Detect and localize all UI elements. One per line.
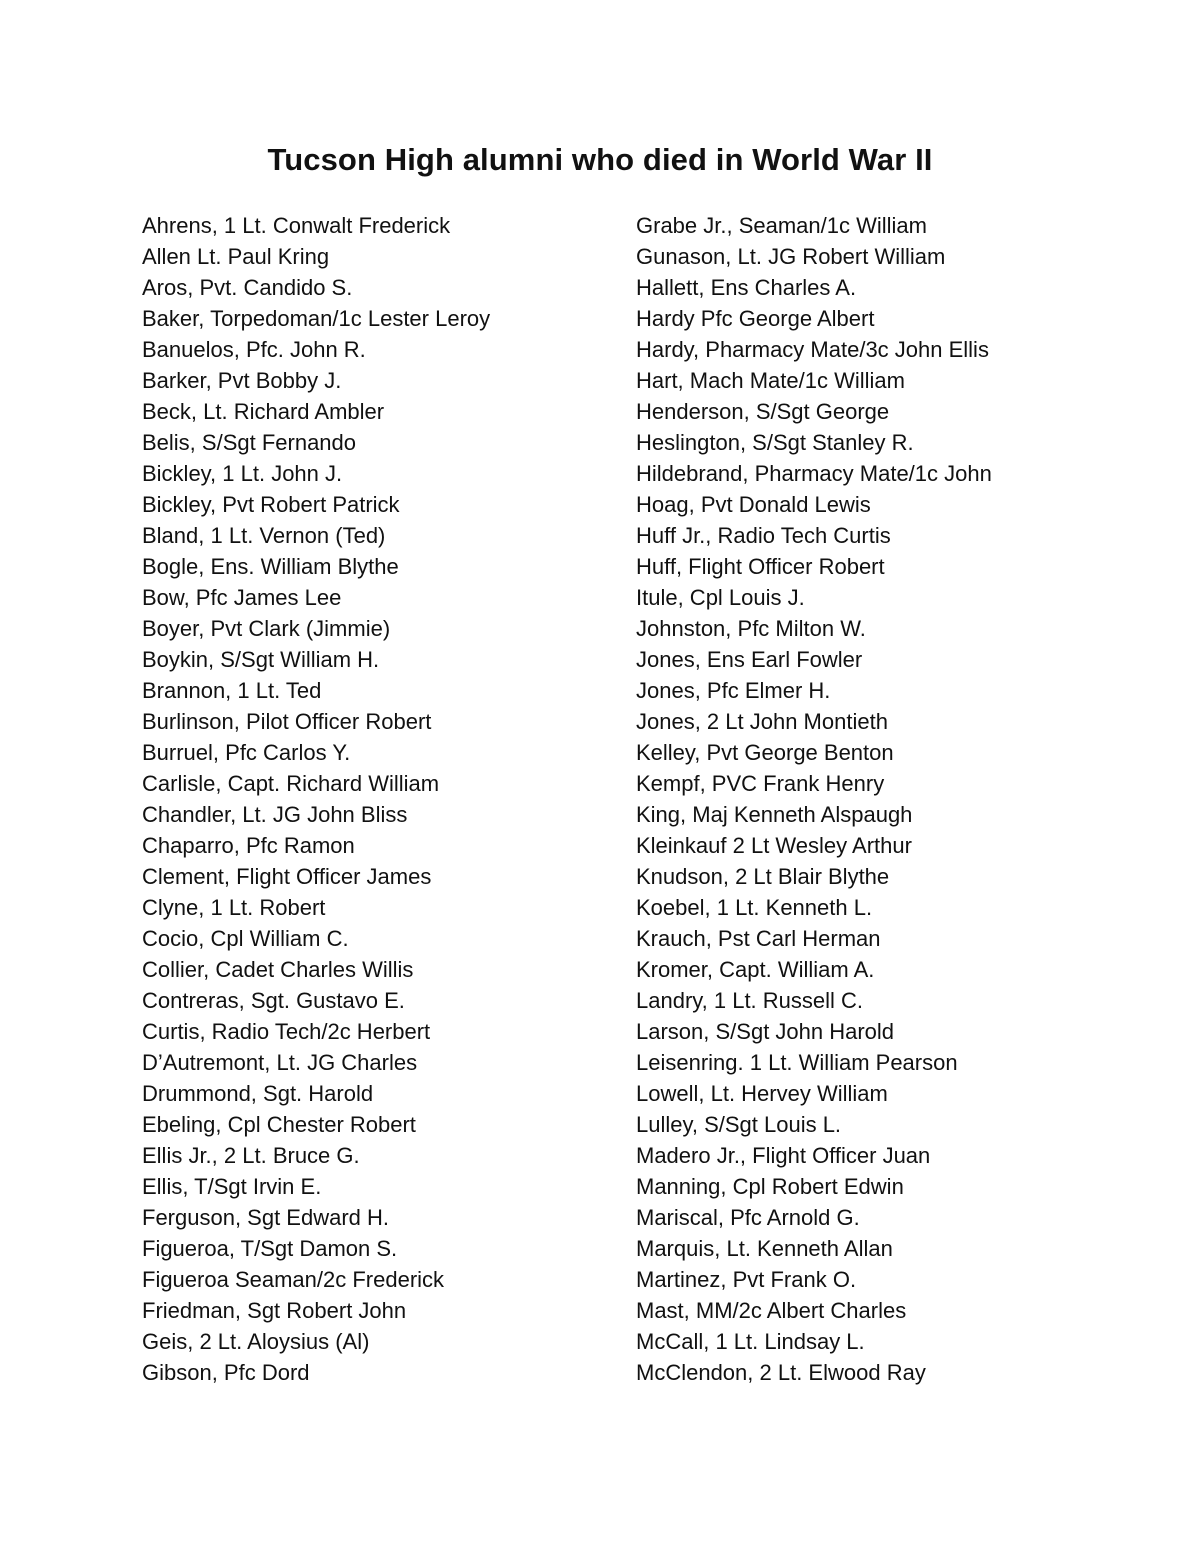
page-title: Tucson High alumni who died in World War II (267, 142, 933, 177)
name-entry: Allen Lt. Paul Kring (142, 244, 330, 269)
name-entry: Cocio, Cpl William C. (142, 926, 349, 951)
name-entry: Larson, S/Sgt John Harold (636, 1019, 895, 1044)
name-entry: Jones, 2 Lt John Montieth (636, 709, 888, 734)
name-entry: Geis, 2 Lt. Aloysius (Al) (142, 1329, 370, 1354)
name-entry: Grabe Jr., Seaman/1c William (636, 213, 927, 238)
name-entry: Beck, Lt. Richard Ambler (142, 399, 385, 424)
name-entry: Jones, Ens Earl Fowler (636, 647, 863, 672)
name-entry: Brannon, 1 Lt. Ted (142, 678, 322, 703)
name-entry: Figueroa, T/Sgt Damon S. (142, 1236, 398, 1261)
name-entry: Friedman, Sgt Robert John (142, 1298, 407, 1323)
name-entry: Ferguson, Sgt Edward H. (142, 1205, 390, 1230)
name-entry: Mast, MM/2c Albert Charles (636, 1298, 907, 1323)
name-entry: Huff, Flight Officer Robert (636, 554, 885, 579)
name-entry: Bland, 1 Lt. Vernon (Ted) (142, 523, 386, 548)
name-entry: Kleinkauf 2 Lt Wesley Arthur (636, 833, 912, 858)
name-entry: Manning, Cpl Robert Edwin (636, 1174, 904, 1199)
name-entry: Boykin, S/Sgt William H. (142, 647, 380, 672)
name-entry: Ahrens, 1 Lt. Conwalt Frederick (142, 213, 451, 238)
name-entry: Carlisle, Capt. Richard William (142, 771, 440, 796)
name-entry: Landry, 1 Lt. Russell C. (636, 988, 864, 1013)
name-entry: Bickley, Pvt Robert Patrick (142, 492, 400, 517)
name-entry: Barker, Pvt Bobby J. (142, 368, 342, 393)
name-entry: Bogle, Ens. William Blythe (142, 554, 399, 579)
name-entry: Henderson, S/Sgt George (636, 399, 890, 424)
name-entry: Gibson, Pfc Dord (142, 1360, 310, 1385)
name-entry: McCall, 1 Lt. Lindsay L. (636, 1329, 865, 1354)
name-entry: Jones, Pfc Elmer H. (636, 678, 831, 703)
name-entry: Figueroa Seaman/2c Frederick (142, 1267, 445, 1292)
left-name-column (142, 210, 490, 1388)
name-entry: Madero Jr., Flight Officer Juan (636, 1143, 931, 1168)
name-entry: Johnston, Pfc Milton W. (636, 616, 866, 641)
name-entry: Hardy Pfc George Albert (636, 306, 875, 331)
name-entry: Lulley, S/Sgt Louis L. (636, 1112, 842, 1137)
name-entry: Hildebrand, Pharmacy Mate/1c John (636, 461, 992, 486)
name-entry: Burlinson, Pilot Officer Robert (142, 709, 432, 734)
name-entry: Boyer, Pvt Clark (Jimmie) (142, 616, 391, 641)
name-entry: King, Maj Kenneth Alspaugh (636, 802, 913, 827)
name-entry: Contreras, Sgt. Gustavo E. (142, 988, 405, 1013)
name-entry: Curtis, Radio Tech/2c Herbert (142, 1019, 431, 1044)
name-entry: Martinez, Pvt Frank O. (636, 1267, 857, 1292)
name-entry: Bow, Pfc James Lee (142, 585, 342, 610)
name-entry: Itule, Cpl Louis J. (636, 585, 805, 610)
name-entry: Hoag, Pvt Donald Lewis (636, 492, 871, 517)
name-entry: Bickley, 1 Lt. John J. (142, 461, 343, 486)
name-entry: Clyne, 1 Lt. Robert (142, 895, 326, 920)
name-entry: Hallett, Ens Charles A. (636, 275, 857, 300)
name-entry: McClendon, 2 Lt. Elwood Ray (636, 1360, 926, 1385)
name-entry: Banuelos, Pfc. John R. (142, 337, 366, 362)
name-entry: Chaparro, Pfc Ramon (142, 833, 355, 858)
name-entry: Marquis, Lt. Kenneth Allan (636, 1236, 893, 1261)
name-entry: Ebeling, Cpl Chester Robert (142, 1112, 416, 1137)
name-entry: Ellis, T/Sgt Irvin E. (142, 1174, 322, 1199)
name-entry: Heslington, S/Sgt Stanley R. (636, 430, 914, 455)
name-entry: Koebel, 1 Lt. Kenneth L. (636, 895, 873, 920)
name-entry: D’Autremont, Lt. JG Charles (142, 1050, 418, 1075)
name-entry: Kelley, Pvt George Benton (636, 740, 894, 765)
name-entry: Burruel, Pfc Carlos Y. (142, 740, 351, 765)
name-entry: Drummond, Sgt. Harold (142, 1081, 374, 1106)
name-entry: Belis, S/Sgt Fernando (142, 430, 357, 455)
name-entry: Ellis Jr., 2 Lt. Bruce G. (142, 1143, 360, 1168)
name-entry: Collier, Cadet Charles Willis (142, 957, 414, 982)
name-entry: Clement, Flight Officer James (142, 864, 432, 889)
name-entry: Knudson, 2 Lt Blair Blythe (636, 864, 890, 889)
name-entry: Krauch, Pst Carl Herman (636, 926, 881, 951)
name-entry: Hart, Mach Mate/1c William (636, 368, 905, 393)
right-name-column (636, 210, 992, 1388)
name-entry: Baker, Torpedoman/1c Lester Leroy (142, 306, 491, 331)
name-entry: Mariscal, Pfc Arnold G. (636, 1205, 860, 1230)
name-entry: Kromer, Capt. William A. (636, 957, 875, 982)
name-entry: Gunason, Lt. JG Robert William (636, 244, 946, 269)
name-entry: Chandler, Lt. JG John Bliss (142, 802, 408, 827)
name-entry: Lowell, Lt. Hervey William (636, 1081, 888, 1106)
name-entry: Kempf, PVC Frank Henry (636, 771, 885, 796)
name-entry: Hardy, Pharmacy Mate/3c John Ellis (636, 337, 989, 362)
name-entry: Leisenring. 1 Lt. William Pearson (636, 1050, 958, 1075)
name-entry: Huff Jr., Radio Tech Curtis (636, 523, 891, 548)
name-entry: Aros, Pvt. Candido S. (142, 275, 353, 300)
